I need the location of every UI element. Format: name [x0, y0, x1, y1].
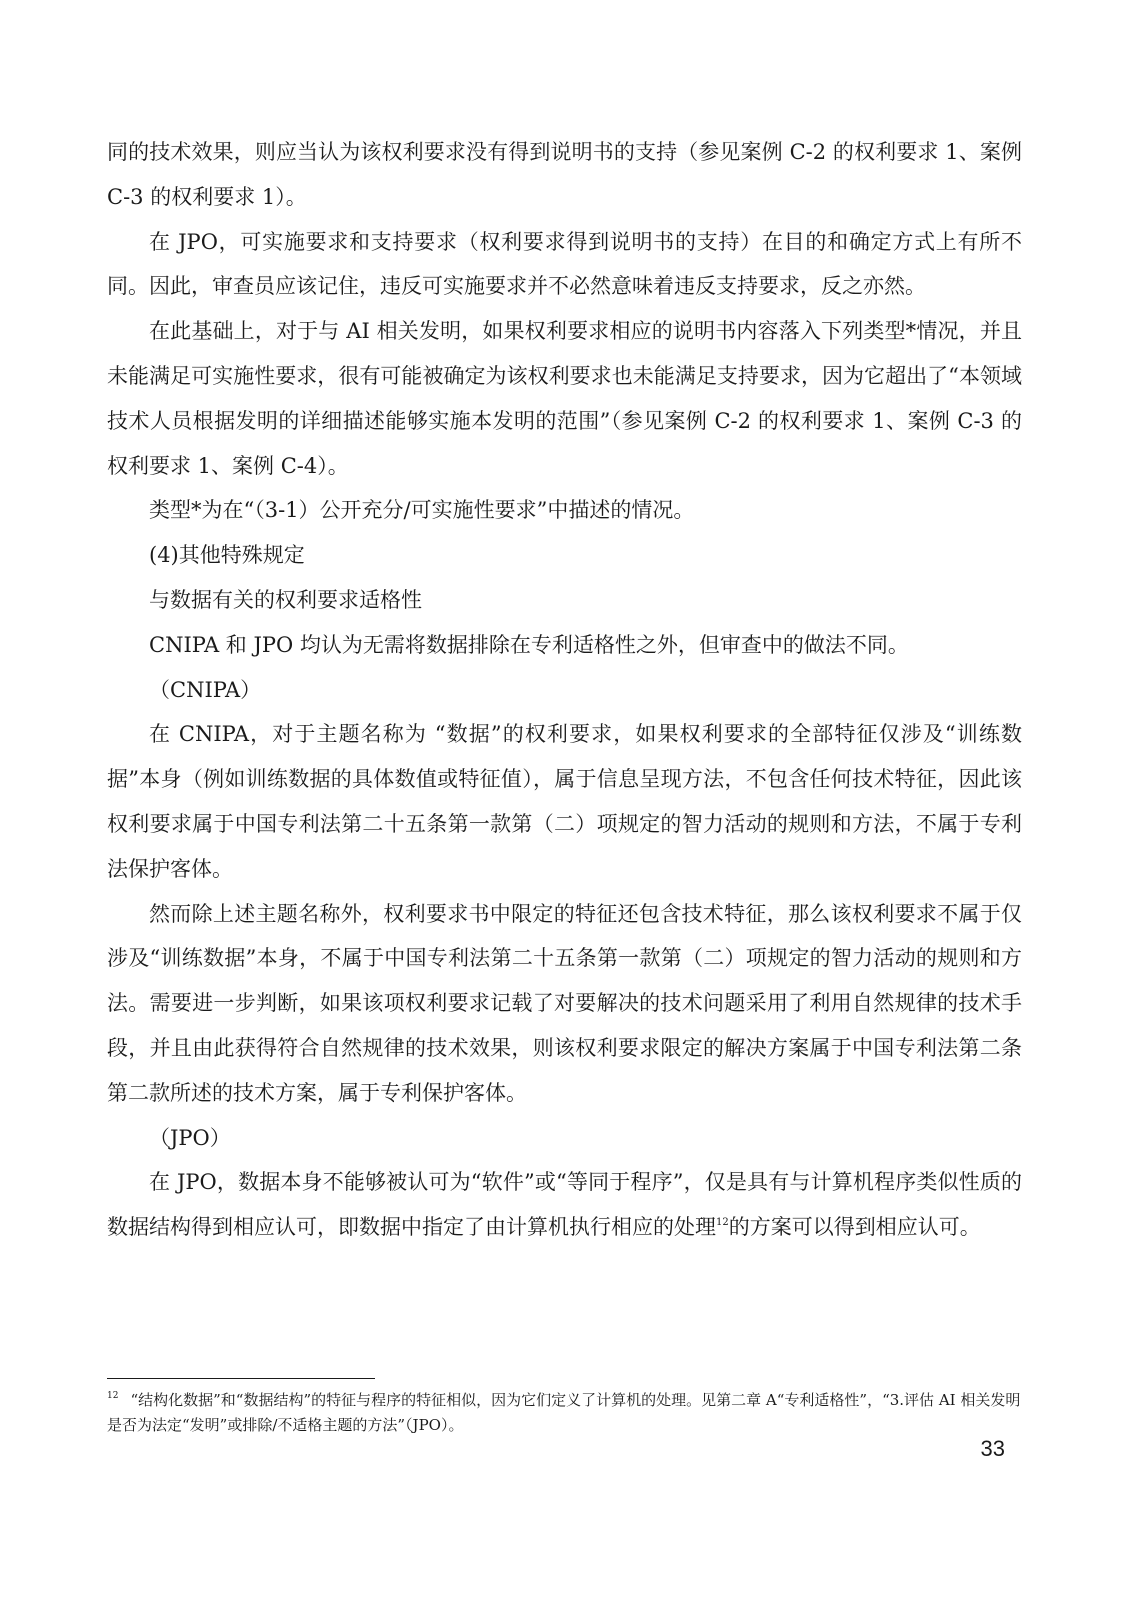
footnote-separator — [107, 1378, 375, 1379]
subsection-heading: 与数据有关的权利要求适格性 — [149, 587, 422, 612]
paragraph-2: 在 JPO，可实施要求和支持要求（权利要求得到说明书的支持）在目的和确定方式上有所不同。因此，审查员应该记住，违反可实施要求并不必然意味着违反支持要求，反之亦然。 — [107, 229, 1022, 299]
paragraph-12-after: 的方案可以得到相应认可。 — [728, 1215, 981, 1240]
footnote-reference: 12 — [716, 1217, 729, 1229]
footnote — [107, 1388, 1022, 1438]
paragraph-10: 然而除上述主题名称外，权利要求书中限定的特征还包含技术特征，那么该权利要求不属于仅涉及“训练数据”本身，不属于中国专利法第二十五条第一款第（二）项规定的智力活动的规则和方法。需要进一步判断，如果该项权利要求记载了对要解决的技术问题采用了利用自然规律的技术手段，并且由此获得符合自然规律的技术效果，则该权利要求限定的解决方案属于中国专利法第二条第二款所述的技术方案，属于专利保护客体。 — [107, 901, 1022, 1105]
cnipa-label: （CNIPA） — [149, 677, 262, 702]
paragraph-1: 同的技术效果，则应当认为该权利要求没有得到说明书的支持（参见案例 C-2 的权利要求 1、案例 C-3 的权利要求 1）。 — [107, 140, 1022, 209]
paragraph-3: 在此基础上，对于与 AI 相关发明，如果权利要求相应的说明书内容落入下列类型*情况，并且未能满足可实施性要求，很有可能被确定为该权利要求也未能满足支持要求，因为它超出了“本领域技术人员根据发明的详细描述能够实施本发明的范围”（参见案例 C-2 的权利要求 1、案例 C-3 的权利要求 1、案例 C-4）。 — [107, 319, 1022, 478]
paragraph-7: CNIPA 和 JPO 均认为无需将数据排除在专利适格性之外，但审查中的做法不同。 — [149, 632, 909, 657]
paragraph-4: 类型*为在“（3-1）公开充分/可实施性要求”中描述的情况。 — [149, 498, 695, 523]
footnote-text: “结构化数据”和“数据结构”的特征与程序的特征相似，因为它们定义了计算机的处理。见第二章 A“专利适格性”，“3.评估 AI 相关发明是否为法定“发明”或排除/不适格主题的方法”（JPO）。 — [107, 1391, 1021, 1434]
jpo-label: （JPO） — [149, 1125, 231, 1150]
section-heading: (4)其他特殊规定 — [149, 543, 305, 568]
paragraph-12-before: 在 JPO，数据本身不能够被认可为“软件”或“等同于程序”，仅是具有与计算机程序类似性质的数据结构得到相应认可，即数据中指定了由计算机执行相应的处理 — [107, 1170, 1022, 1240]
page-number: 33 — [980, 1436, 1005, 1461]
body-text — [107, 130, 1022, 1250]
footnote-mark: 12 — [107, 1391, 119, 1401]
paragraph-12 — [107, 1160, 1022, 1250]
paragraph-9: 在 CNIPA，对于主题名称为 “数据”的权利要求，如果权利要求的全部特征仅涉及“训练数据”本身（例如训练数据的具体数值或特征值），属于信息呈现方法，不包含任何技术特征，因此该权利要求属于中国专利法第二十五条第一款第（二）项规定的智力活动的规则和方法，不属于专利法保护客体。 — [107, 722, 1022, 881]
